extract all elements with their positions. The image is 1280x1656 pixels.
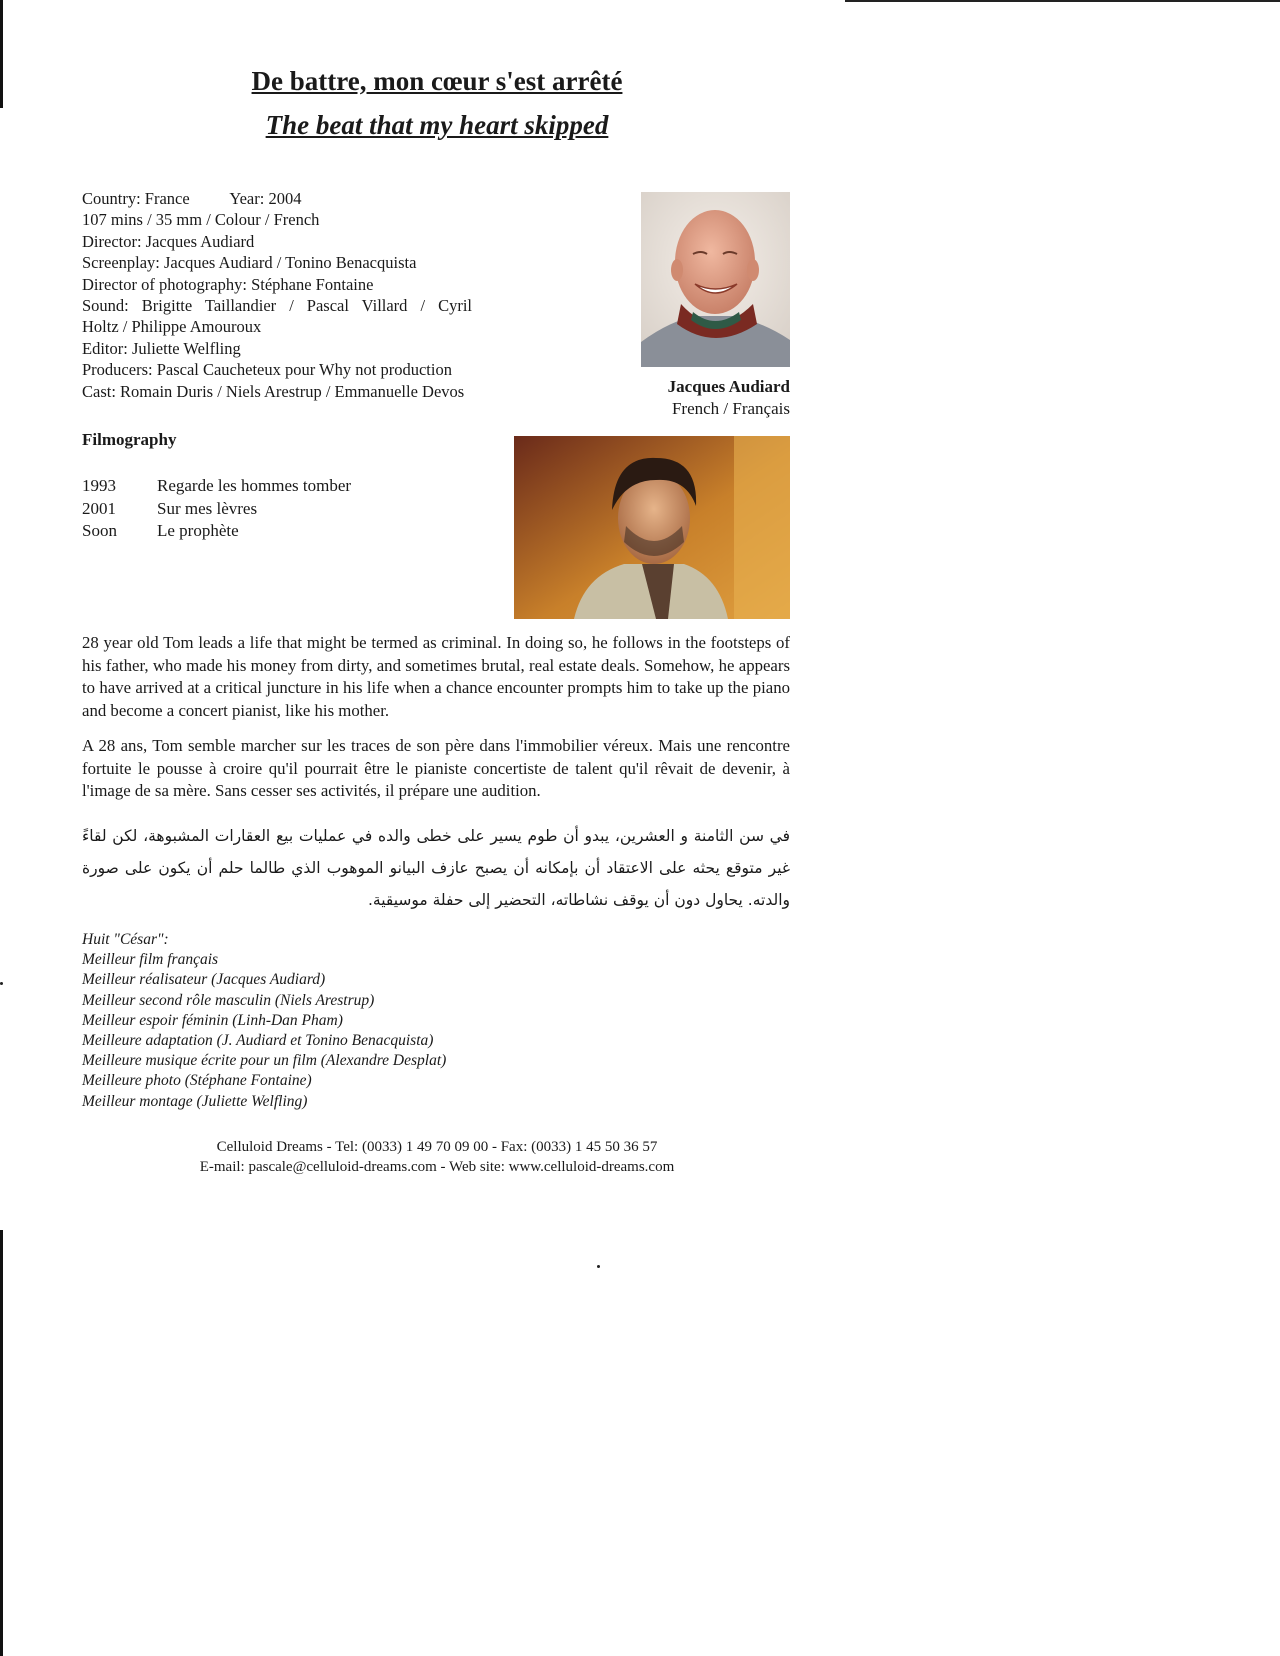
filmography-year: 2001 <box>82 498 116 518</box>
scan-edge <box>0 1230 3 1656</box>
awards-list <box>82 930 446 1112</box>
scan-speck <box>597 1265 600 1268</box>
sound-line-cont: Holtz / Philippe Amouroux <box>82 317 262 337</box>
synopsis-french: A 28 ans, Tom semble marcher sur les traces de son père dans l'immobilier véreux. Mais une rencontre fortuite le pousse à croire qu'il pourrait être le pianiste concertiste de talent qu'il rêvait de devenir, à l'image de sa mère. Sans cesser ses activités, il prépare une audition. <box>82 736 790 800</box>
country-label: Country: <box>82 189 141 208</box>
year-value: 2004 <box>268 189 302 208</box>
film-title: De battre, mon cœur s'est arrêté <box>251 66 623 96</box>
film-still-photo <box>514 436 790 619</box>
list-item <box>82 520 351 543</box>
portrait-caption-nationality: French / Français <box>671 399 790 418</box>
filmography-title: Le prophète <box>157 521 239 540</box>
list-item: Meilleur montage (Juliette Welfling) <box>82 1092 308 1110</box>
synopsis-arabic: في سن الثامنة و العشرين، يبدو أن طوم يسير على خطى والده في عمليات بيع العقارات المشبوهة، لكن لقاءً غير متوقع يحثه على الاعتقاد أن بإمكانه أن يصبح عازف البيانو الموهوب الذي طالما حلم أن يكون على صورة والدته. يحاول دون أن يوقف نشاطاته، التحضير إلى حفلة موسيقية. <box>82 827 790 909</box>
contact-phone-line: Celluloid Dreams - Tel: (0033) 1 49 70 09 00 - Fax: (0033) 1 45 50 36 57 <box>216 1139 658 1155</box>
producers-line: Producers: Pascal Caucheteux pour Why not production <box>82 360 452 380</box>
list-item: Meilleur réalisateur (Jacques Audiard) <box>82 971 326 989</box>
cast-line: Cast: Romain Duris / Niels Arestrup / Emmanuelle Devos <box>82 381 465 401</box>
list-item: Meilleur film français <box>82 951 219 969</box>
awards-heading: Huit "César": <box>82 931 169 948</box>
list-item: Meilleur espoir féminin (Linh-Dan Pham) <box>82 1011 343 1029</box>
contact-footer <box>0 1138 874 1177</box>
filmography-title: Sur mes lèvres <box>157 498 258 518</box>
year-label: Year: <box>229 189 265 208</box>
editor-line: Editor: Juliette Welfling <box>82 338 241 358</box>
list-item <box>82 475 351 498</box>
filmography-year: Soon <box>82 521 117 540</box>
portrait-caption-name: Jacques Audiard <box>667 377 790 396</box>
list-item: Meilleure adaptation (J. Audiard et Tonino Benacquista) <box>82 1032 434 1050</box>
director-line: Director: Jacques Audiard <box>82 231 255 251</box>
list-item: Meilleure photo (Stéphane Fontaine) <box>82 1072 312 1090</box>
specs-line: 107 mins / 35 mm / Colour / French <box>82 210 320 230</box>
list-item: Meilleur second rôle masculin (Niels Arestrup) <box>82 991 375 1009</box>
filmography-title: Regarde les hommes tomber <box>157 476 352 495</box>
synopsis-english: 28 year old Tom leads a life that might be termed as criminal. In doing so, he follows in the footsteps of his father, who made his money from dirty, and sometimes brutal, real estate deals. Somehow, he appears to have arrived at a critical juncture in his life when a chance encounter prompts him to take up the piano and become a concert pianist, like his mother. <box>82 633 790 720</box>
photography-line: Director of photography: Stéphane Fontaine <box>82 274 374 294</box>
sound-line: Sound: Brigitte Taillandier / Pascal Villard / Cyril <box>82 296 472 316</box>
list-item <box>82 498 351 521</box>
country-value: France <box>144 189 190 208</box>
filmography-list <box>82 475 351 543</box>
director-portrait-photo <box>641 192 790 367</box>
screenplay-line: Screenplay: Jacques Audiard / Tonino Benacquista <box>82 253 417 273</box>
filmography-year: 1993 <box>82 476 116 495</box>
scan-line <box>845 0 1280 2</box>
scan-speck <box>0 982 3 985</box>
credits-block <box>82 188 472 402</box>
contact-email-line: E-mail: pascale@celluloid-dreams.com - Web site: www.celluloid-dreams.com <box>199 1158 675 1175</box>
list-item: Meilleure musique écrite pour un film (Alexandre Desplat) <box>82 1052 447 1070</box>
film-subtitle: The beat that my heart skipped <box>265 110 609 140</box>
country-year-line <box>82 188 472 209</box>
filmography-heading: Filmography <box>82 430 177 449</box>
